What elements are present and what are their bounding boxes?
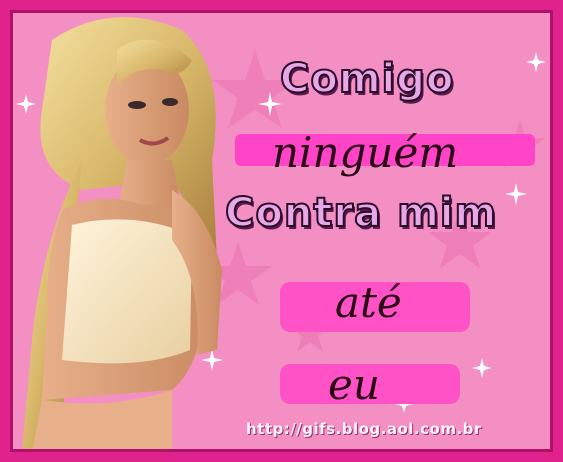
sparkle-icon (472, 358, 492, 378)
sparkle-icon (505, 183, 527, 205)
portrait-figure (22, 10, 237, 452)
message-line-1: Comigo (280, 56, 455, 102)
message-line-5: eu (328, 360, 380, 409)
message-line-4: até (335, 278, 402, 327)
message-line-3: Contra mim (225, 190, 498, 236)
message-line-2: ninguém (272, 128, 459, 177)
credit-url: http://gifs.blog.aol.com.br (246, 420, 482, 438)
greeting-card (10, 10, 553, 452)
sparkle-icon (526, 52, 546, 72)
